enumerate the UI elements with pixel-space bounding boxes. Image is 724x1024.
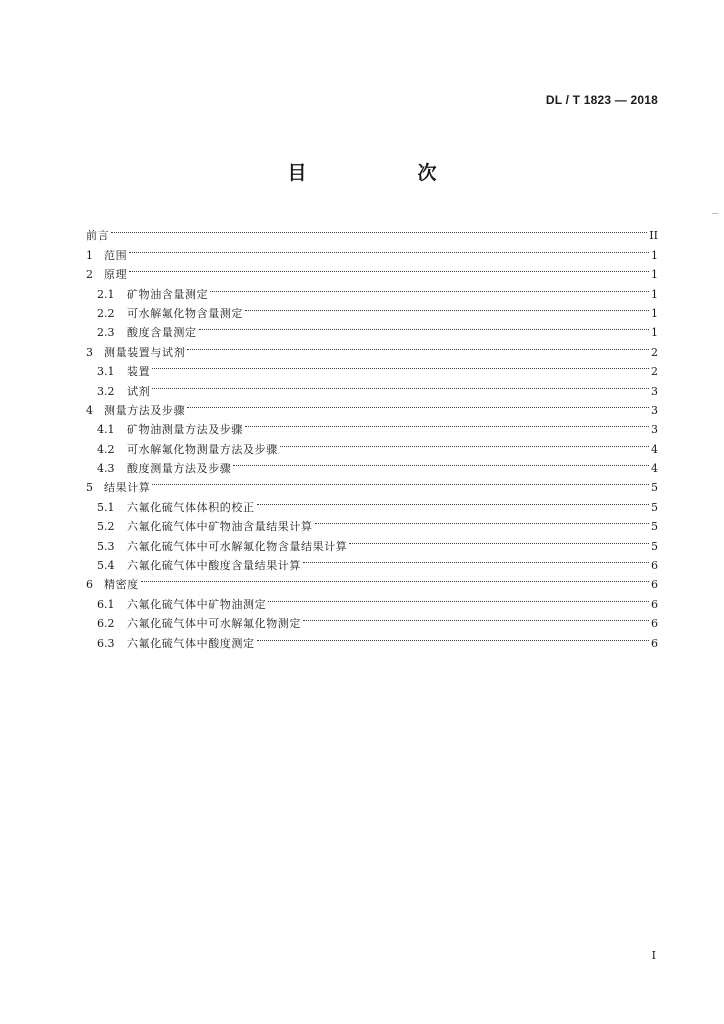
toc-entry-number: 5 xyxy=(86,481,93,495)
toc-entry-page: 1 xyxy=(651,326,658,340)
toc-leader-dots xyxy=(210,278,649,297)
toc-entry-page: 5 xyxy=(651,500,658,514)
toc-entry-page: 3 xyxy=(651,403,658,417)
toc-entry-number: 4.3 xyxy=(97,462,115,476)
toc-entry-number: 3 xyxy=(86,345,93,359)
toc-entry-number: 6.3 xyxy=(97,636,115,650)
toc-entry[interactable] xyxy=(86,588,658,611)
toc-leader-dots xyxy=(257,627,649,646)
toc-entry-page: 6 xyxy=(651,578,658,592)
toc-entry-page: 3 xyxy=(651,384,658,398)
toc-leader-dots xyxy=(268,588,649,607)
toc-leader-dots xyxy=(257,491,649,510)
toc-entry-number: 4.2 xyxy=(97,442,115,456)
toc-leader-dots xyxy=(152,356,649,375)
toc-leader-dots xyxy=(280,433,649,452)
toc-entry-label: 六氟化硫气体体积的校正 xyxy=(127,500,255,514)
toc-entry[interactable] xyxy=(86,239,658,262)
toc-entry-number: 5.2 xyxy=(97,520,115,534)
toc-entry-label: 测量方法及步骤 xyxy=(104,403,186,417)
toc-entry-label: 六氟化硫气体中矿物油含量结果计算 xyxy=(127,520,313,534)
toc-entry-number: 5.3 xyxy=(97,539,115,553)
toc-entry-label: 酸度含量测定 xyxy=(127,326,197,340)
toc-entry-label: 结果计算 xyxy=(104,481,151,495)
toc-entry-page: 1 xyxy=(651,306,658,320)
toc-entry-page: 1 xyxy=(651,248,658,262)
toc-entry[interactable] xyxy=(86,259,658,282)
toc-entry-page: 6 xyxy=(651,597,658,611)
toc-leader-dots xyxy=(141,569,649,588)
toc-leader-dots xyxy=(152,472,649,491)
toc-entry-number: 3.2 xyxy=(97,384,115,398)
toc-entry-page: 1 xyxy=(651,268,658,282)
toc-entry-label: 范围 xyxy=(104,248,128,262)
toc-entry-number: 4 xyxy=(86,403,93,417)
toc-entry-page: 6 xyxy=(651,636,658,650)
toc-entry[interactable] xyxy=(86,356,658,379)
toc-leader-dots xyxy=(129,239,649,258)
toc-entry[interactable] xyxy=(86,395,658,417)
toc-entry-number: 1 xyxy=(86,248,93,262)
toc-entry-label: 六氟化硫气体中可水解氟化物测定 xyxy=(127,617,301,631)
toc-entry-number: 4.1 xyxy=(97,423,115,437)
toc-entry-number: 6.1 xyxy=(97,597,115,611)
toc-entry-label: 测量装置与试剂 xyxy=(104,345,186,359)
toc-entry-number: 2 xyxy=(86,268,93,282)
toc-entry-page: 6 xyxy=(651,617,658,631)
toc-entry-number: 3.1 xyxy=(97,365,115,379)
toc-leader-dots xyxy=(349,530,649,549)
toc-entry-page: 6 xyxy=(651,559,658,573)
toc-entry[interactable] xyxy=(86,375,658,398)
toc-entry-number: 5.1 xyxy=(97,500,115,514)
toc-entry-label: 可水解氟化物含量测定 xyxy=(127,306,243,320)
toc-entry-page: 2 xyxy=(651,345,658,359)
toc-entry-number: 2.3 xyxy=(97,326,115,340)
toc-entry-label: 装置 xyxy=(127,365,151,379)
toc-entry-label: 原理 xyxy=(104,268,128,282)
toc-leader-dots xyxy=(315,511,649,530)
toc-entry[interactable] xyxy=(86,220,658,243)
toc-entry-label: 矿物油测量方法及步骤 xyxy=(127,423,243,437)
toc-entry-label: 六氟化硫气体中酸度测定 xyxy=(127,636,255,650)
toc-entry-label: 六氟化硫气体中可水解氟化物含量结果计算 xyxy=(127,539,348,553)
toc-entry-label: 试剂 xyxy=(127,384,151,398)
toc-entry[interactable] xyxy=(86,278,658,301)
toc-entry[interactable] xyxy=(86,491,658,514)
toc-entry[interactable] xyxy=(86,569,658,592)
toc-leader-dots xyxy=(187,336,649,355)
toc-leader-dots xyxy=(303,608,649,627)
toc-leader-dots xyxy=(152,375,649,394)
toc-entry-label: 前言 xyxy=(86,229,110,243)
scan-edge-mark xyxy=(712,213,718,214)
toc-leader-dots xyxy=(111,220,647,239)
toc-entry-label: 六氟化硫气体中矿物油测定 xyxy=(127,597,267,611)
toc-entry-page: 3 xyxy=(651,423,658,437)
toc-entry[interactable] xyxy=(86,472,658,495)
toc-entry-page: II xyxy=(649,229,658,243)
toc-leader-dots xyxy=(245,414,649,433)
toc-leader-dots xyxy=(233,453,649,472)
toc-entry-label: 可水解氟化物测量方法及步骤 xyxy=(127,442,278,456)
table-of-contents xyxy=(86,220,658,650)
toc-entry-number: 2.2 xyxy=(97,306,115,320)
toc-leader-dots xyxy=(187,395,649,414)
toc-entry-page: 2 xyxy=(651,365,658,379)
toc-entry-number: 5.4 xyxy=(97,559,115,573)
toc-entry-page: 4 xyxy=(651,442,658,456)
toc-entry-label: 六氟化硫气体中酸度含量结果计算 xyxy=(127,559,301,573)
toc-entry-number: 6 xyxy=(86,578,93,592)
toc-entry-page: 5 xyxy=(651,520,658,534)
toc-entry-number: 6.2 xyxy=(97,617,115,631)
page-number: I xyxy=(651,949,656,962)
toc-entry-page: 1 xyxy=(651,287,658,301)
toc-leader-dots xyxy=(129,259,649,278)
toc-entry-page: 4 xyxy=(651,462,658,476)
toc-entry-label: 精密度 xyxy=(104,578,139,592)
toc-entry-page: 5 xyxy=(651,539,658,553)
toc-leader-dots xyxy=(199,317,649,336)
toc-title: 目 次 xyxy=(287,162,483,184)
toc-entry-page: 5 xyxy=(651,481,658,495)
standard-code: DL / T 1823 — 2018 xyxy=(545,93,658,107)
toc-entry-number: 2.1 xyxy=(97,287,115,301)
toc-leader-dots xyxy=(303,550,649,569)
toc-leader-dots xyxy=(245,298,649,317)
toc-entry-label: 酸度测量方法及步骤 xyxy=(127,462,232,476)
toc-entry-label: 矿物油含量测定 xyxy=(127,287,209,301)
